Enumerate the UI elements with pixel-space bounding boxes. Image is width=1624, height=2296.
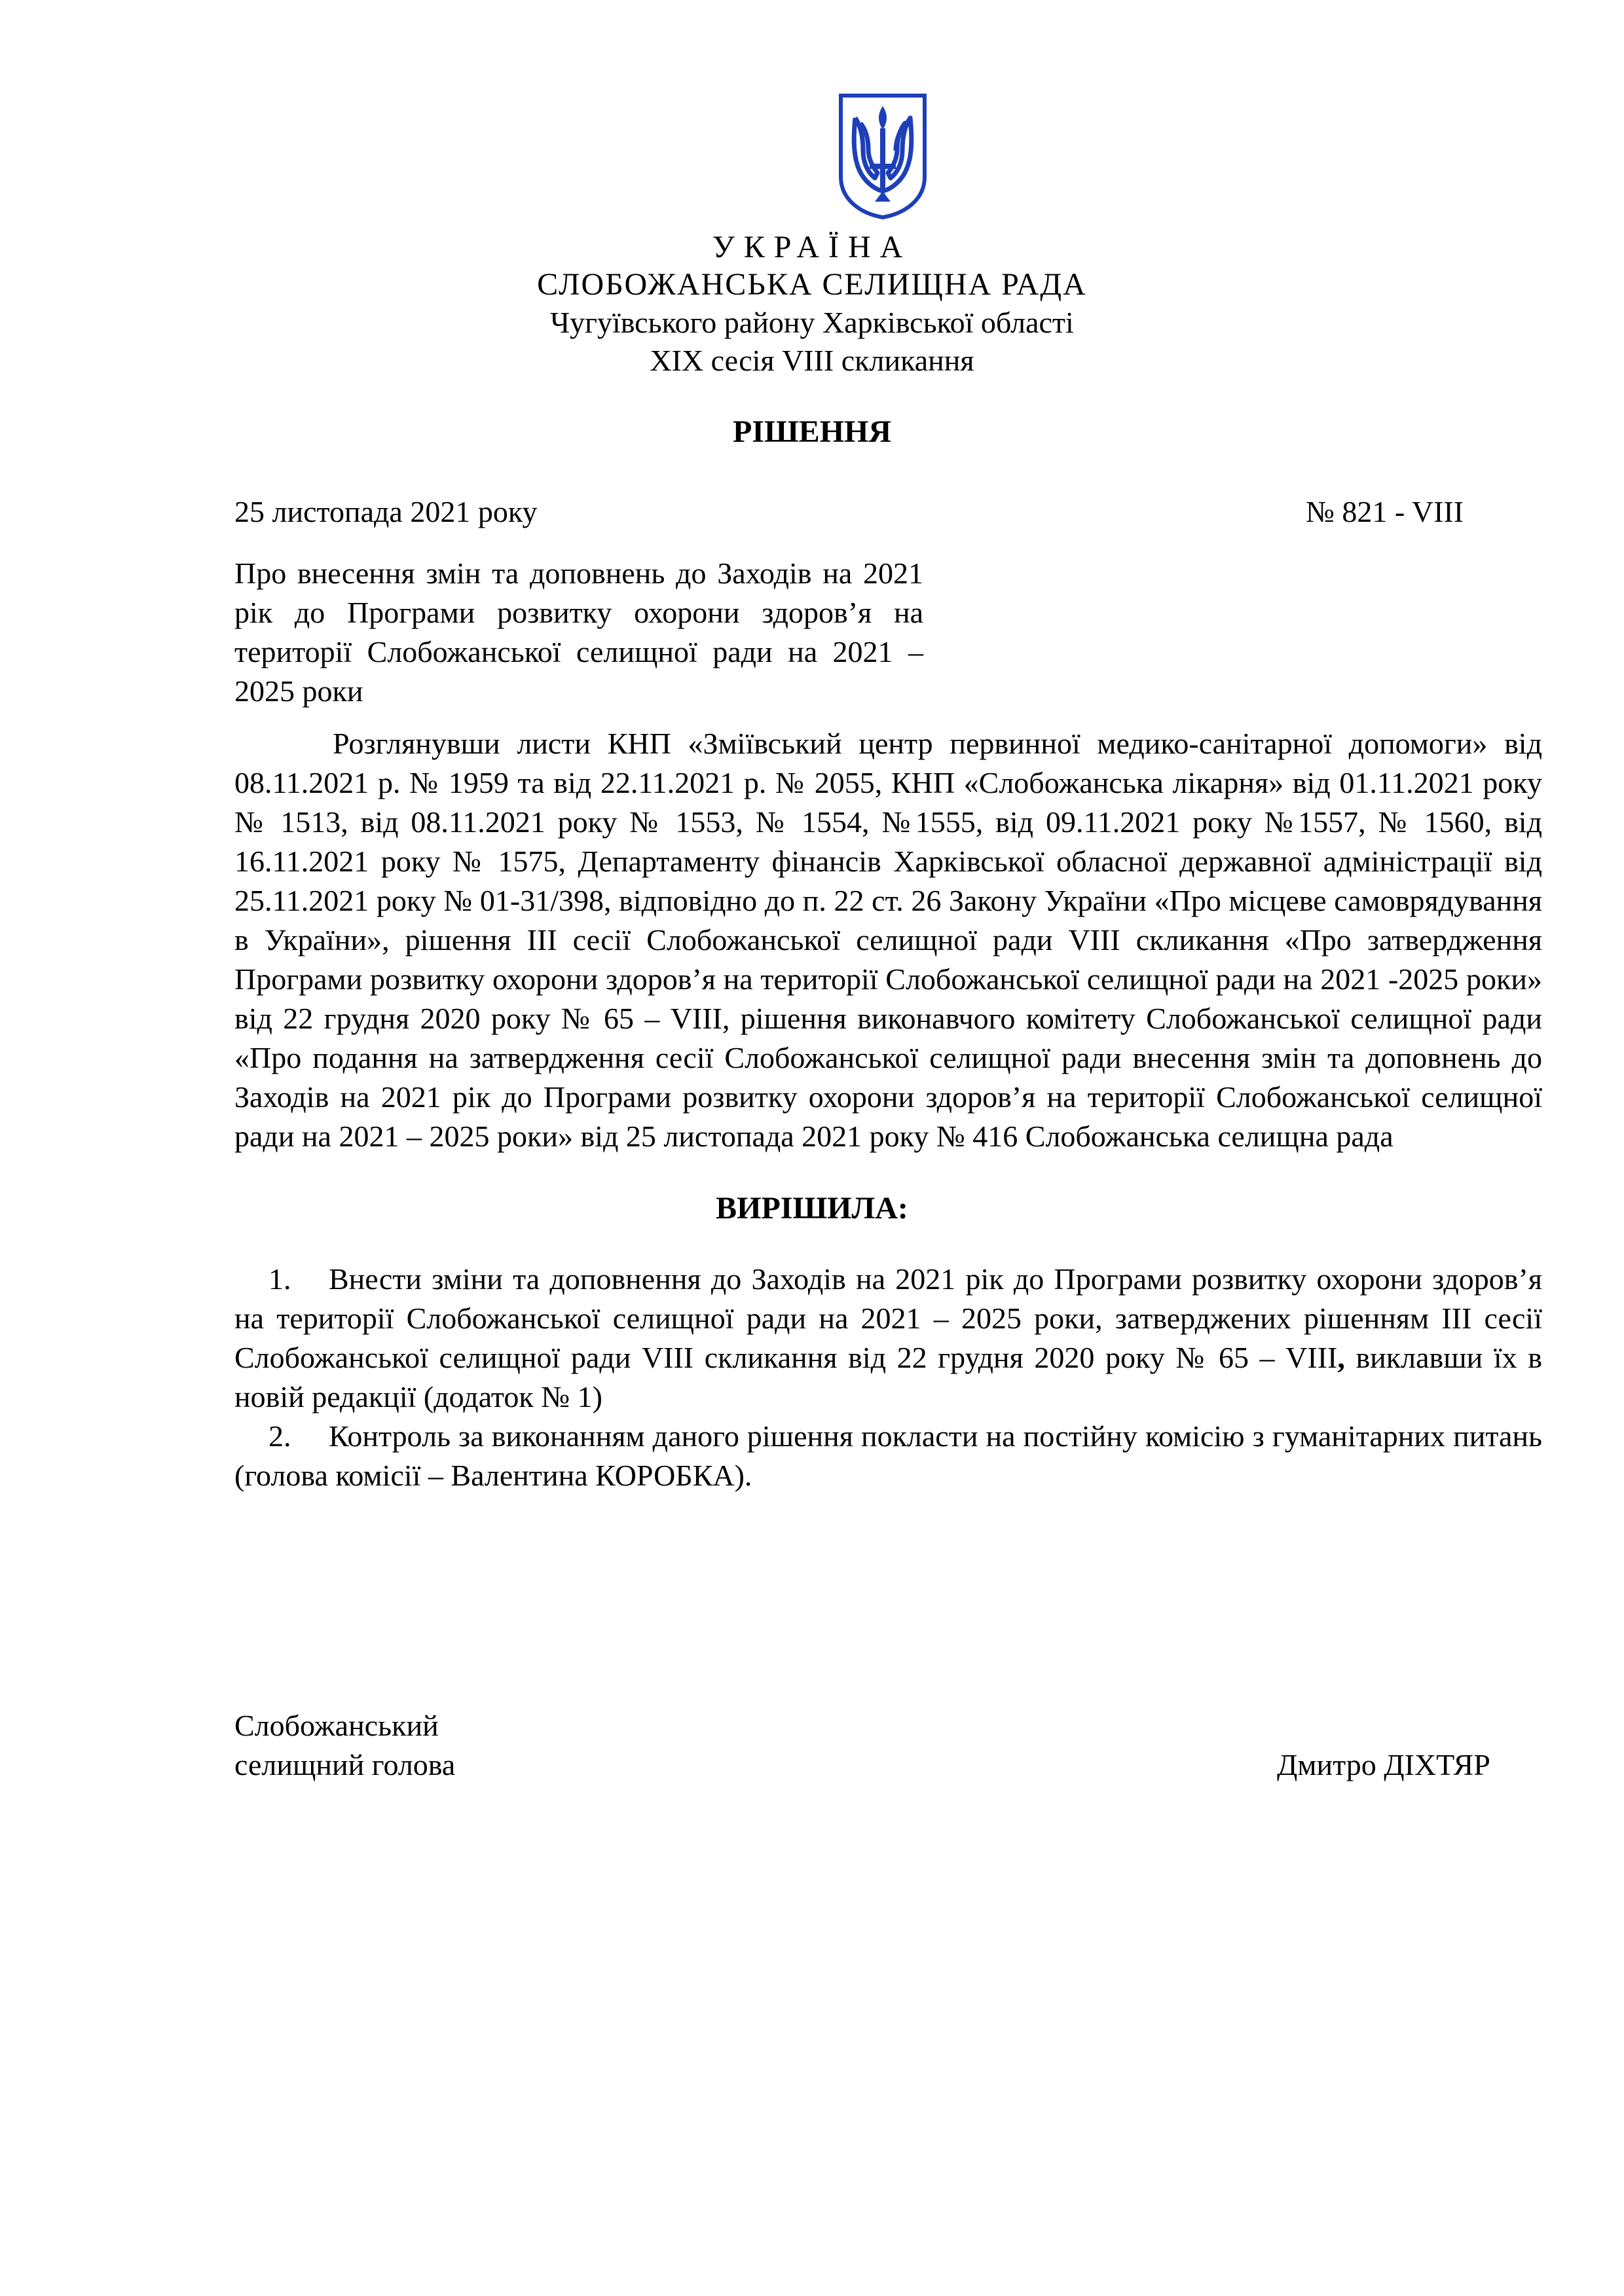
list-item (234, 1260, 1542, 1417)
item-text-continued: виклавши їх в новій редакції (додаток № 1) (234, 1341, 1542, 1413)
item-number: 1. (268, 1262, 291, 1296)
decision-subject: Про внесення змін та доповнень до Заходів на 2021 рік до Програми розвитку охорони здоров’я на території Слобожанської селищної ради на 2021 – 2025 роки (234, 556, 923, 708)
decision-items-list (234, 1260, 1542, 1495)
session-name: XIX сесія VIII скликання (650, 344, 974, 377)
signatory-title-line2: селищний голова (234, 1748, 456, 1781)
document-type-title: РІШЕННЯ (732, 414, 892, 449)
item-text: Контроль за виконанням даного рішення покласти на постійну комісію з гуманітарних питань (голова комісії – Валентина КОРОБКА). (234, 1419, 1542, 1492)
signatory-title (234, 1706, 455, 1785)
district-name: Чугуївського району Харківської області (550, 306, 1074, 339)
signatory-title-line1: Слобожанський (234, 1709, 439, 1742)
signatory-name: Дмитро ДІХТЯР (1277, 1748, 1490, 1781)
decided-heading: ВИРІШИЛА: (716, 1191, 908, 1226)
list-item (234, 1417, 1542, 1495)
council-name: СЛОБОЖАНСЬКА СЕЛИЩНА РАДА (537, 267, 1087, 302)
preamble-paragraph: Розглянувши листи КНП «Зміївський центр первинної медико-санітарної допомоги» від 08.11.2021 р. № 1959 та від 22.11.2021 р. № 2055, КНП «Слобожанська лікарня» від 01.11.2021 року № 1513, від 08.11.2021 року № 1553, № 1554, №1555, від 09.11.2021 року №1557, № 1560, від 16.11.2021 року № 1575, Департаменту фінансів Харківської обласної державної адміністрації від 25.11.2021 року № 01-31/398, відповідно до п. 22 ст. 26 Закону України «Про місцеве самоврядування в України», рішення ІІІ сесії Слобожанської селищної ради VIII скликання «Про затвердження Програми розвитку охорони здоров’я на території Слобожанської селищної ради на 2021 -2025 роки» від 22 грудня 2020 року № 65 – VIII, рішення виконавчого комітету Слобожанської селищної ради «Про подання на затвердження сесії Слобожанської селищної ради внесення змін та доповнень до Заходів на 2021 рік до Програми розвитку охорони здоров’я на території Слобожанської селищної ради на 2021 – 2025 роки» від 25 листопада 2021 року № 416 Слобожанська селищна рада (234, 727, 1542, 1153)
decision-number: № 821 - VIII (1306, 495, 1464, 528)
country-name: УКРАЇНА (712, 230, 912, 264)
decision-date: 25 листопада 2021 року (234, 495, 538, 528)
item-text: Внести зміни та доповнення до Заходів на 2021 рік до Програми розвитку охорони здоров’я на території Слобожанської селищної ради на 2021 – 2025 роки, затверджених рішенням ІІІ сесії Слобожанської селищної ради VIII скликання від 22 грудня 2020 року № 65 – VIII (234, 1262, 1542, 1374)
item-text-bold: , (1337, 1341, 1345, 1374)
ukraine-trident-emblem-icon (837, 92, 929, 220)
item-number: 2. (268, 1419, 291, 1453)
